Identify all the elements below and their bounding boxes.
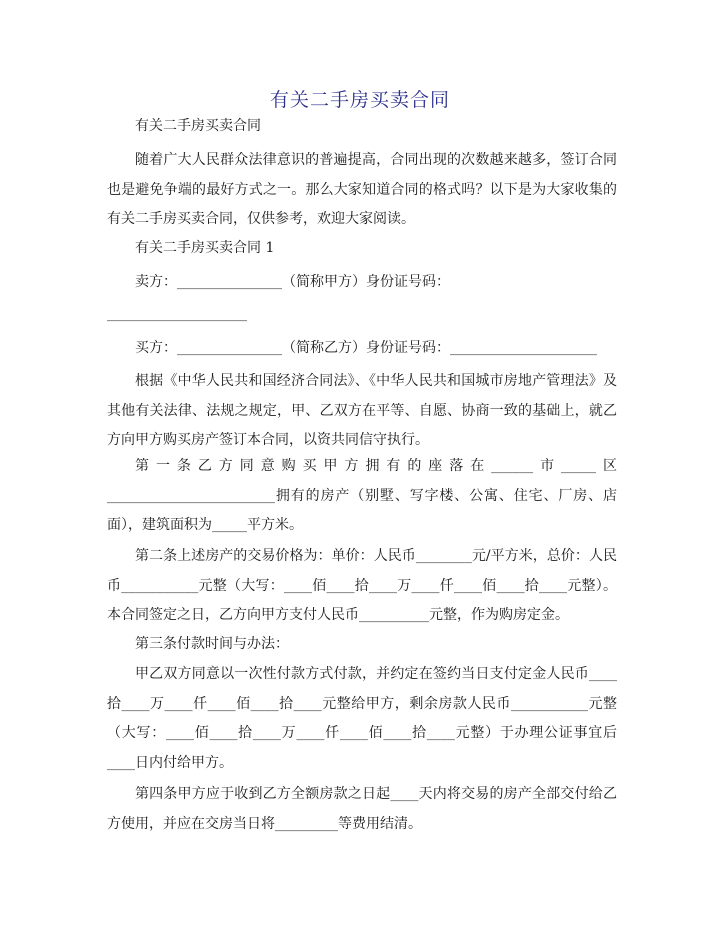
- contract-heading: 有关二手房买卖合同 1: [135, 240, 275, 256]
- document-title: 有关二手房买卖合同: [269, 89, 450, 111]
- article-4: 第四条甲方应于收到乙方全额房款之日起____天内将交易的房产全部交付给乙方使用，并应在交房当日将_________等费用结清。: [107, 786, 617, 832]
- seller-id-blank: ____________________: [107, 306, 247, 322]
- document-subtitle: 有关二手房买卖合同: [135, 118, 261, 134]
- seller-line: 卖方：_______________（简称甲方）身份证号码：: [135, 274, 450, 290]
- article-3-body: 甲乙双方同意以一次性付款方式付款，并约定在签约当日支付定金人民币____拾____万____仟____佰____拾____元整给甲方，剩余房款人民币___________元整（大写：____佰____拾____万____仟____佰____拾____元整）于办理公证事宜后____日内付给甲方。: [107, 666, 617, 771]
- intro-paragraph: 随着广大人民群众法律意识的普遍提高，合同出现的次数越来越多，签订合同也是避免争端的最好方式之一。那么大家知道合同的格式吗？以下是为大家收集的有关二手房买卖合同，仅供参考，欢迎大家阅读。: [107, 152, 617, 227]
- article-2: 第二条上述房产的交易价格为：单价：人民币________元/平方米，总价：人民币___________元整（大写：____佰____拾____万____仟____佰____拾____元整）。本合同签定之日，乙方向甲方支付人民币__________元整，作为购房定金。: [107, 548, 617, 623]
- buyer-line: 买方：_______________（简称乙方）身份证号码：_____________________: [135, 340, 597, 356]
- article-3-heading: 第三条付款时间与办法：: [135, 636, 289, 652]
- basis-paragraph: 根据《中华人民共和国经济合同法》、《中华人民共和国城市房地产管理法》及其他有关法律、法规之规定，甲、乙双方在平等、自愿、协商一致的基础上，就乙方向甲方购买房产签订本合同，以资共同信守执行。: [107, 373, 617, 448]
- article-1: 第一条乙方同意购买甲方拥有的座落在______市_____区________________________拥有的房产（别墅、写字楼、公寓、住宅、厂房、店面），建筑面积为_____平方米。: [107, 458, 617, 533]
